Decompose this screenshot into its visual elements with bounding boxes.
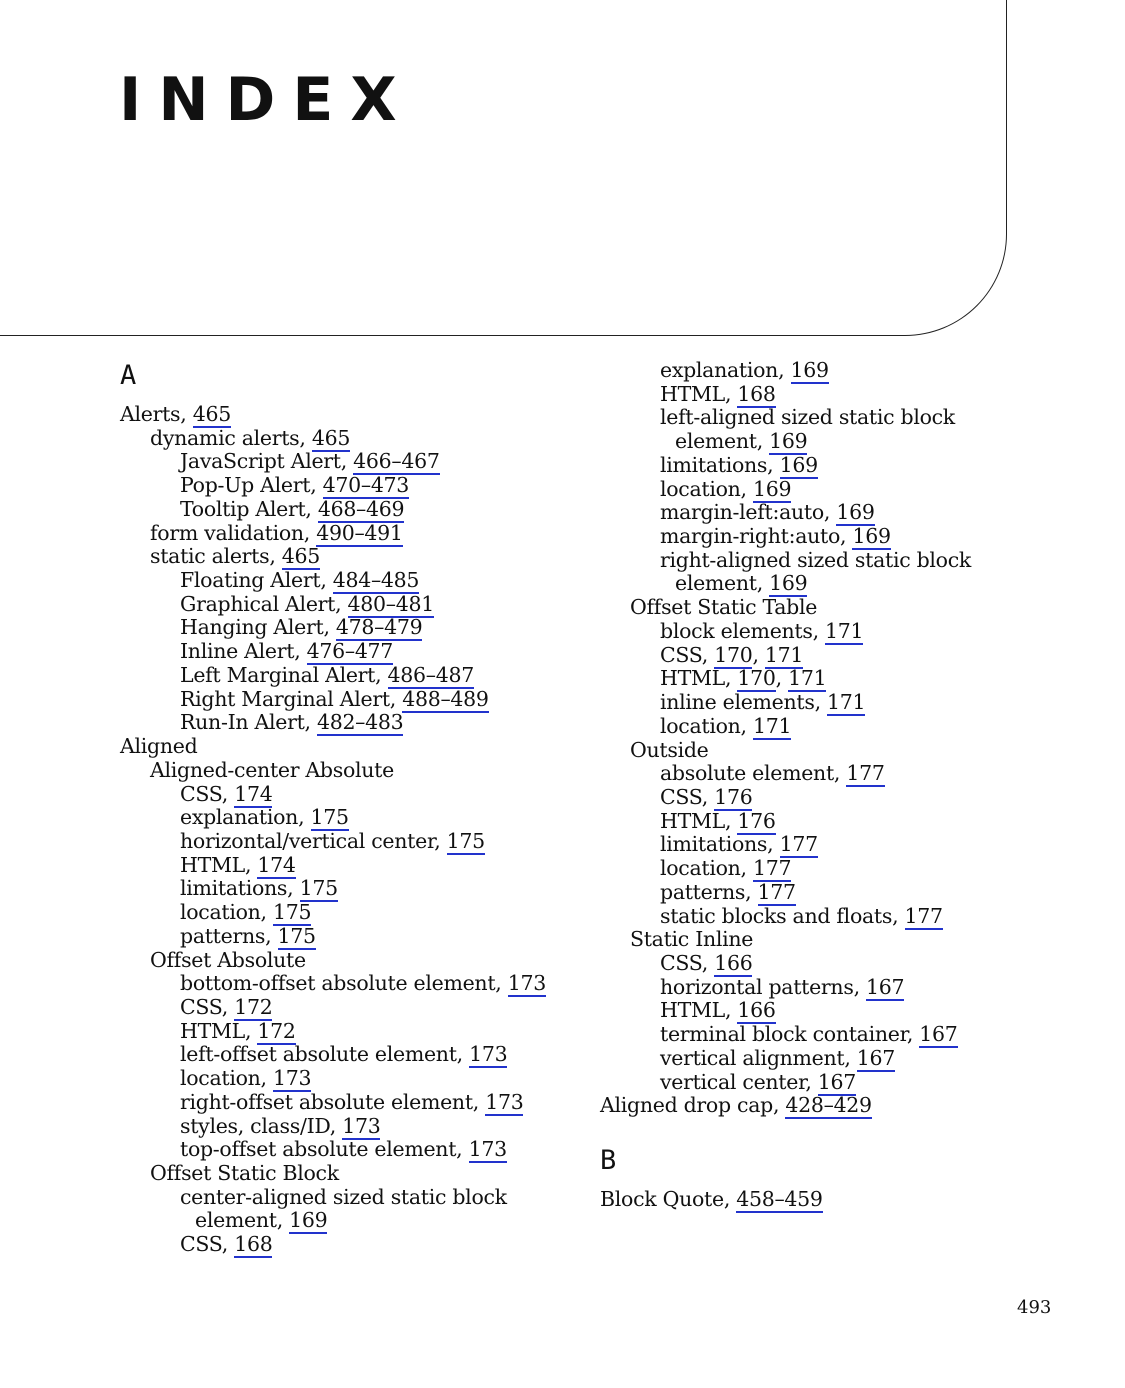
index-entry: HTML, 170, 171: [660, 666, 827, 691]
index-entry: [600, 549, 1070, 573]
page-reference-link[interactable]: 486–487: [387, 662, 474, 687]
index-entry: left-offset absolute element, 173: [180, 1042, 508, 1067]
index-term: location: [660, 856, 741, 881]
index-term: Aligned-center Absolute: [150, 757, 394, 782]
index-term: absolute element: [660, 761, 834, 786]
index-entry: bottom-offset absolute element, 173: [180, 971, 546, 996]
chapter-header-frame: [0, 0, 1007, 336]
page-reference-link[interactable]: 470–473: [322, 473, 410, 498]
index-term: inline elements: [660, 690, 815, 715]
page-number: 493: [1017, 1297, 1052, 1318]
section-letter-heading: B: [600, 1145, 617, 1176]
index-term: horizontal patterns: [660, 974, 854, 999]
page-reference-link[interactable]: 173: [469, 1042, 508, 1067]
index-term: Run-In Alert: [180, 710, 305, 735]
index-term: vertical center: [660, 1069, 806, 1094]
page-reference-link[interactable]: 173: [507, 971, 546, 996]
page-reference-link[interactable]: 480–481: [347, 591, 434, 616]
index-column-left: [120, 359, 590, 1257]
page-reference-link[interactable]: 465: [311, 425, 351, 450]
page-reference-link[interactable]: 173: [468, 1137, 507, 1162]
index-entry: JavaScript Alert, 466–467: [180, 449, 440, 474]
index-entry: styles, class/ID, 173: [180, 1113, 381, 1138]
page-reference-link[interactable]: 482–483: [316, 710, 404, 735]
index-entry: [600, 406, 1070, 430]
index-entry: patterns, 175: [180, 923, 316, 948]
index-term: Right Marginal Alert: [180, 686, 390, 711]
page-reference-link[interactable]: 169: [836, 500, 875, 525]
index-entry: location, 175: [180, 900, 312, 925]
page-reference-link[interactable]: 465: [281, 544, 321, 569]
page-reference-link[interactable]: 175: [277, 923, 316, 948]
index-entry: element, 169: [675, 429, 808, 454]
page-reference-link[interactable]: 466–467: [353, 449, 440, 474]
index-term: right-aligned sized static block: [660, 547, 972, 572]
index-entry: vertical alignment, 167: [660, 1045, 896, 1070]
page-reference-link[interactable]: 170: [714, 642, 753, 667]
page-reference-link[interactable]: 175: [446, 828, 485, 853]
index-term: JavaScript Alert: [180, 449, 341, 474]
index-entry: CSS, 172: [180, 994, 273, 1019]
page-reference-link[interactable]: 478–479: [335, 615, 423, 640]
index-entry: Alerts, 465: [120, 402, 231, 426]
index-term: location: [660, 713, 741, 738]
section-gap: [600, 1118, 1070, 1144]
index-term: Inline Alert: [180, 639, 295, 664]
index-term: CSS: [660, 950, 702, 975]
index-entry: [600, 596, 1070, 620]
index-term: Left Marginal Alert: [180, 662, 376, 687]
page-reference-link[interactable]: 172: [257, 1018, 296, 1043]
index-entry: [120, 949, 590, 973]
page-reference-link[interactable]: 169: [852, 524, 891, 549]
index-entry: Block Quote, 458–459: [600, 1187, 823, 1211]
index-term: Floating Alert: [180, 568, 321, 593]
index-term: static alerts: [150, 544, 270, 569]
index-term: CSS: [180, 994, 222, 1019]
page-reference-link[interactable]: 175: [299, 876, 338, 901]
page-reference-link[interactable]: 173: [272, 1066, 312, 1091]
index-entry: static alerts, 465: [150, 544, 321, 569]
page-reference-link[interactable]: 169: [769, 571, 808, 596]
index-entry: CSS, 166: [660, 950, 753, 975]
page-reference-link[interactable]: 428–429: [785, 1093, 872, 1118]
index-term: CSS: [660, 784, 702, 809]
index-term: explanation: [660, 358, 779, 382]
index-entry: horizontal/vertical center, 175: [180, 828, 485, 853]
page-reference-link[interactable]: 488–489: [402, 686, 489, 711]
index-term: limitations: [180, 876, 288, 901]
index-term: CSS: [180, 1232, 222, 1257]
index-term: Offset Static Block: [150, 1161, 339, 1185]
index-term: Alerts: [120, 402, 181, 426]
index-term: Static Inline: [630, 927, 754, 952]
index-entry: Left Marginal Alert, 486–487: [180, 662, 474, 687]
index-term: HTML: [660, 808, 725, 833]
index-entry: static blocks and floats, 177: [660, 903, 943, 928]
index-entry: [120, 1186, 590, 1210]
index-entry: Tooltip Alert, 468–469: [180, 496, 405, 521]
index-entry: HTML, 172: [180, 1018, 296, 1043]
page-reference-link[interactable]: 169: [790, 358, 829, 382]
index-term: vertical alignment: [660, 1045, 845, 1070]
index-entry: terminal block container, 167: [660, 1022, 958, 1047]
page-reference-link[interactable]: 169: [752, 476, 792, 501]
index-entry: Aligned drop cap, 428–429: [600, 1093, 872, 1118]
page-reference-link[interactable]: 167: [817, 1069, 856, 1094]
index-entry: Hanging Alert, 478–479: [180, 615, 423, 640]
index-entry: top-offset absolute element, 173: [180, 1137, 507, 1162]
index-entry: HTML, 174: [180, 852, 296, 877]
index-term: Aligned: [120, 734, 198, 759]
index-term: element: [675, 571, 757, 596]
page-title: INDEX: [119, 65, 414, 135]
page-reference-link[interactable]: 176: [714, 784, 753, 809]
index-entry: location, 171: [660, 713, 792, 738]
index-entry: right-offset absolute element, 173: [180, 1089, 524, 1114]
index-entry: patterns, 177: [660, 879, 796, 904]
page-reference-link[interactable]: 168: [234, 1232, 273, 1257]
index-entry: CSS, 174: [180, 781, 273, 806]
index-term: location: [180, 1066, 261, 1091]
index-entry: element, 169: [675, 571, 808, 596]
page-reference-link[interactable]: 468–469: [317, 496, 405, 521]
index-entry: limitations, 175: [180, 876, 338, 901]
page-reference-link[interactable]: 169: [769, 429, 808, 454]
page-reference-link[interactable]: 177: [757, 879, 796, 904]
page-reference-link[interactable]: 476–477: [306, 639, 394, 664]
index-term: Graphical Alert: [180, 591, 336, 616]
page-reference-link[interactable]: 169: [289, 1208, 328, 1233]
index-entry: block elements, 171: [660, 618, 864, 643]
index-term: limitations: [660, 832, 768, 857]
index-entry: Floating Alert, 484–485: [180, 568, 420, 593]
section-letter-heading: A: [120, 360, 137, 391]
index-entry: Pop-Up Alert, 470–473: [180, 473, 410, 498]
page-reference-link[interactable]: 170: [737, 666, 776, 691]
page-reference-link[interactable]: 177: [779, 832, 818, 857]
index-entry: form validation, 490–491: [150, 520, 403, 545]
index-term: location: [180, 900, 261, 925]
index-term: CSS: [180, 781, 222, 806]
page-reference-link[interactable]: 171: [788, 666, 827, 691]
page-reference-link[interactable]: 168: [737, 381, 776, 406]
index-entry: location, 177: [660, 856, 792, 881]
index-term: form validation: [150, 520, 304, 545]
index-entry: Graphical Alert, 480–481: [180, 591, 434, 616]
page-reference-link[interactable]: 172: [234, 994, 273, 1019]
index-entry: Right Marginal Alert, 488–489: [180, 686, 489, 711]
index-term: HTML: [180, 852, 245, 877]
index-entry: [600, 739, 1070, 763]
index-entry: vertical center, 167: [660, 1069, 856, 1094]
index-term: HTML: [660, 998, 725, 1023]
index-entry: CSS, 176: [660, 784, 753, 809]
index-entry: explanation, 169: [660, 358, 829, 382]
index-entry: explanation, 175: [180, 805, 349, 830]
index-term: left-offset absolute element: [180, 1042, 457, 1067]
page-reference-link[interactable]: 171: [825, 618, 864, 643]
index-entry: margin-left:auto, 169: [660, 500, 875, 525]
page-reference-link[interactable]: 458–459: [736, 1187, 823, 1211]
index-entry: [120, 1162, 590, 1186]
index-term: dynamic alerts: [150, 425, 300, 450]
page-reference-link[interactable]: 173: [485, 1089, 524, 1114]
page-reference-link[interactable]: 173: [342, 1113, 381, 1138]
index-entry: Inline Alert, 476–477: [180, 639, 394, 664]
page-reference-link[interactable]: 169: [779, 452, 818, 477]
index-term: Pop-Up Alert: [180, 473, 311, 498]
index-term: patterns: [660, 879, 746, 904]
index-term: CSS: [660, 642, 702, 667]
page-reference-link[interactable]: 171: [827, 690, 866, 715]
index-entry: HTML, 166: [660, 998, 776, 1023]
index-entry: margin-right:auto, 169: [660, 524, 891, 549]
index-entry: HTML, 176: [660, 808, 776, 833]
page-reference-link[interactable]: 171: [764, 642, 804, 667]
index-entry: [120, 735, 590, 759]
page-reference-link[interactable]: 177: [846, 761, 885, 786]
index-term: element: [195, 1208, 277, 1233]
index-entry: [120, 759, 590, 783]
page-reference-link[interactable]: 174: [234, 781, 273, 806]
index-entry: limitations, 177: [660, 832, 818, 857]
index-term: Aligned drop cap: [600, 1093, 773, 1118]
index-entry: inline elements, 171: [660, 690, 866, 715]
index-term: HTML: [660, 666, 725, 691]
index-term: styles, class/ID: [180, 1113, 330, 1138]
page-reference-link[interactable]: 167: [856, 1045, 896, 1070]
page-reference-link[interactable]: 166: [714, 950, 753, 975]
index-term: terminal block container: [660, 1022, 907, 1047]
index-term: element: [675, 429, 757, 454]
index-term: center-aligned sized static block: [180, 1184, 507, 1209]
index-term: location: [660, 476, 741, 501]
index-entry: [600, 928, 1070, 952]
index-term: HTML: [180, 1018, 245, 1043]
index-entry: CSS, 168: [180, 1232, 273, 1257]
index-term: Offset Absolute: [150, 947, 306, 972]
index-term: horizontal/vertical center: [180, 828, 435, 853]
index-term: bottom-offset absolute element: [180, 971, 496, 996]
index-entry: location, 173: [180, 1066, 312, 1091]
index-term: Outside: [630, 737, 709, 762]
index-term: margin-left:auto: [660, 500, 824, 525]
index-entry: limitations, 169: [660, 452, 818, 477]
index-term: HTML: [660, 381, 725, 406]
page-reference-link[interactable]: 176: [737, 808, 776, 833]
page-reference-link[interactable]: 177: [904, 903, 943, 928]
index-term: Offset Static Table: [630, 595, 818, 620]
page-reference-link[interactable]: 166: [737, 998, 776, 1023]
page-reference-link[interactable]: 175: [272, 900, 312, 925]
index-term: explanation: [180, 805, 299, 830]
index-term: left-aligned sized static block: [660, 405, 955, 430]
page-reference-link[interactable]: 484–485: [332, 568, 420, 593]
index-term: static blocks and floats: [660, 903, 893, 928]
index-entry: dynamic alerts, 465: [150, 425, 351, 450]
index-term: Block Quote: [600, 1187, 724, 1211]
index-entry: Run-In Alert, 482–483: [180, 710, 404, 735]
index-entry: horizontal patterns, 167: [660, 974, 905, 999]
index-term: right-offset absolute element: [180, 1089, 473, 1114]
page-reference-link[interactable]: 175: [310, 805, 349, 830]
index-term: block elements: [660, 618, 813, 643]
index-entry: absolute element, 177: [660, 761, 885, 786]
page-reference-link[interactable]: 167: [919, 1022, 958, 1047]
page-reference-link[interactable]: 171: [752, 713, 792, 738]
index-column-right: [600, 359, 1070, 1212]
page-reference-link[interactable]: 167: [866, 974, 905, 999]
index-entry: HTML, 168: [660, 381, 776, 406]
index-term: patterns: [180, 923, 266, 948]
index-entry: location, 169: [660, 476, 792, 501]
index-term: Tooltip Alert: [180, 496, 306, 521]
index-entry: element, 169: [195, 1208, 328, 1233]
index-entry: CSS, 170, 171: [660, 642, 804, 667]
page-reference-link[interactable]: 174: [257, 852, 296, 877]
page-reference-link[interactable]: 465: [192, 402, 231, 426]
page-reference-link[interactable]: 177: [752, 856, 792, 881]
page-reference-link[interactable]: 490–491: [316, 520, 403, 545]
index-term: top-offset absolute element: [180, 1137, 457, 1162]
index-term: limitations: [660, 452, 768, 477]
index-term: Hanging Alert: [180, 615, 324, 640]
index-term: margin-right:auto: [660, 524, 841, 549]
